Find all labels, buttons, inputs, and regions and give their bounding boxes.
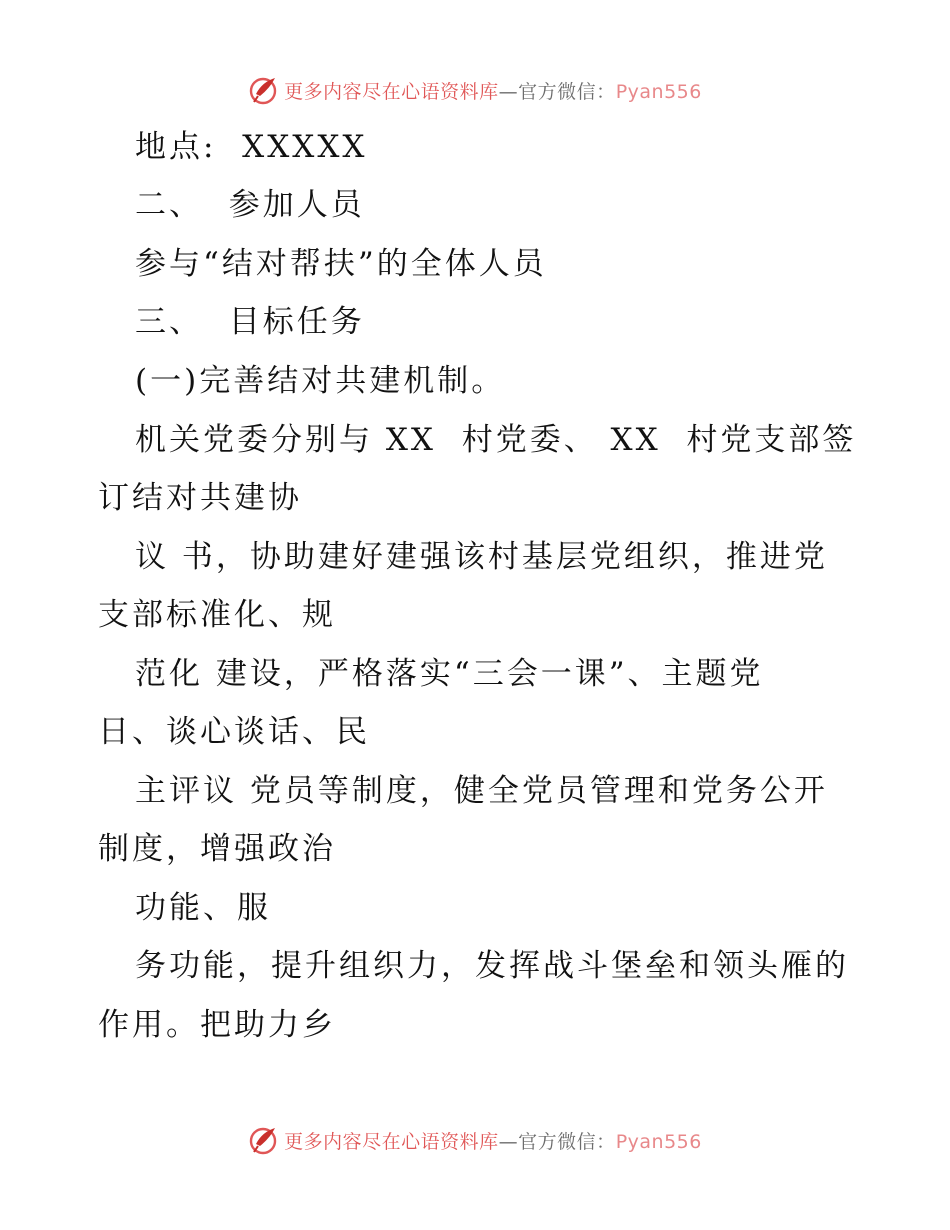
watermark-id: Pyan556: [615, 80, 702, 103]
watermark-cn: 更多内容尽在心语资料库: [284, 80, 499, 103]
watermark-text: [284, 1127, 702, 1154]
paragraph-line: 功能、服: [135, 890, 271, 926]
watermark-id: Pyan556: [615, 1130, 702, 1153]
paragraph-line: 作用。把助力乡: [98, 1007, 336, 1043]
footer-watermark: [0, 1120, 950, 1160]
paragraph-line: 日、谈心谈话、民: [98, 714, 370, 750]
paragraph-line: 机关党委分别与 XX 村党委、 XX 村党支部签: [135, 422, 857, 458]
paragraph-line: 务功能，提升组织力，发挥战斗堡垒和领头雁的: [135, 948, 849, 984]
quill-logo-icon: [248, 1124, 280, 1156]
paragraph-line: 议 书，协助建好建强该村基层党组织，推进党: [135, 539, 828, 575]
watermark-text: [284, 77, 702, 104]
section-3-heading: 三、 目标任务: [135, 304, 365, 340]
section-2-heading: 二、 参加人员: [135, 187, 365, 223]
subsection-1-heading: (一)完善结对共建机制。: [135, 363, 506, 399]
paragraph-line: 制度，增强政治: [98, 831, 336, 867]
quill-logo-icon: [248, 74, 280, 106]
paragraph-line: 支部标准化、规: [98, 597, 336, 633]
watermark-dash: —官方微信：: [498, 1130, 616, 1153]
watermark-cn: 更多内容尽在心语资料库: [284, 1130, 499, 1153]
watermark-dash: —官方微信：: [498, 80, 616, 103]
participants-line: 参与“结对帮扶”的全体人员: [135, 246, 547, 282]
paragraph-line: 订结对共建协: [98, 480, 302, 516]
header-watermark: [0, 70, 950, 110]
paragraph-line: 范化 建设，严格落实“三会一课”、主题党: [135, 656, 764, 692]
paragraph-line: 主评议 党员等制度，健全党员管理和党务公开: [135, 773, 828, 809]
location-line: 地点: XXXXX: [135, 129, 368, 165]
